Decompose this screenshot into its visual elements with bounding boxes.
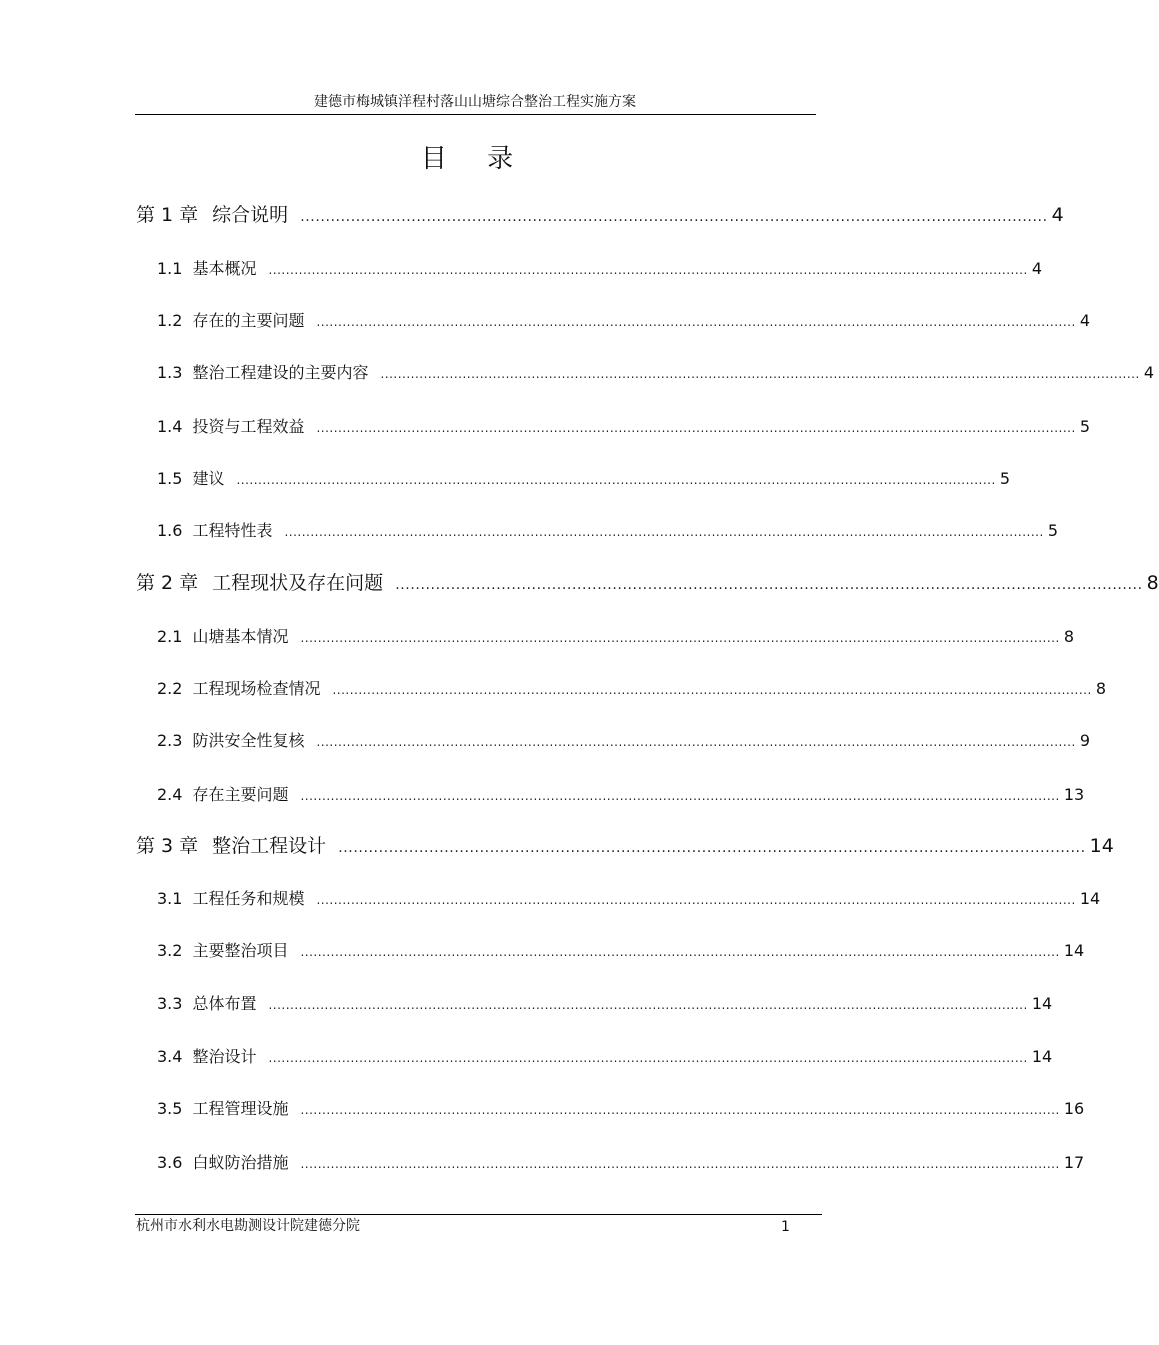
dot-leader: ................................................................................................................................................................................ — [316, 421, 1076, 435]
toc-section-1-6[interactable] — [157, 518, 1058, 541]
toc-section-1-4[interactable] — [157, 414, 1090, 437]
toc-label: 综合说明 — [212, 204, 289, 226]
toc-number: 3.3 — [157, 994, 183, 1013]
toc-number: 3.5 — [157, 1099, 183, 1118]
toc-section-3-1[interactable] — [157, 886, 1101, 909]
toc-page: 9 — [1079, 731, 1090, 750]
toc-section-2-1[interactable] — [157, 624, 1074, 647]
dot-leader: ................................................................................................................................................................................ — [316, 315, 1076, 329]
toc-number: 1.4 — [157, 417, 183, 436]
toc-page: 4 — [1143, 363, 1154, 382]
toc-label: 整治工程建设的主要内容 — [192, 363, 369, 382]
dot-leader: ................................................................................................................................................................................ — [284, 525, 1044, 539]
toc-label: 整治设计 — [192, 1047, 257, 1066]
dot-leader: ................................................................................................................................................................................ — [268, 998, 1028, 1012]
dot-leader: ................................................................................................................................................................................ — [300, 631, 1060, 645]
toc-number: 3.1 — [157, 889, 183, 908]
dot-leader: ................................................................................................................................................................................ — [236, 473, 996, 487]
toc-number: 第 3 章 — [136, 835, 199, 857]
toc-page: 5 — [999, 469, 1010, 488]
toc-label: 工程特性表 — [192, 521, 273, 540]
dot-leader: ................................................................................................................................................................................ — [268, 1051, 1028, 1065]
footer-organization: 杭州市水利水电勘测设计院建德分院 — [136, 1218, 360, 1234]
toc-page: 14 — [1063, 941, 1085, 960]
toc-number: 2.3 — [157, 731, 183, 750]
toc-page: 8 — [1146, 572, 1159, 594]
dot-leader: ................................................................................................................................................................................ — [268, 263, 1028, 277]
toc-section-1-1[interactable] — [157, 256, 1042, 279]
toc-page: 4 — [1051, 204, 1064, 226]
toc-number: 1.5 — [157, 469, 183, 488]
toc-label: 白蚁防治措施 — [192, 1153, 289, 1172]
toc-section-2-2[interactable] — [157, 676, 1106, 699]
toc-page: 8 — [1095, 679, 1106, 698]
toc-number: 3.6 — [157, 1153, 183, 1172]
toc-label: 总体布置 — [192, 994, 257, 1013]
toc-label: 存在主要问题 — [192, 785, 289, 804]
toc-label: 整治工程设计 — [212, 835, 327, 857]
dot-leader: ................................................................................................................................................................................ — [300, 1103, 1060, 1117]
toc-number: 3.2 — [157, 941, 183, 960]
footer-divider — [135, 1214, 822, 1215]
toc-section-2-3[interactable] — [157, 728, 1090, 751]
toc-section-3-4[interactable] — [157, 1044, 1053, 1067]
toc-number: 第 2 章 — [136, 572, 199, 594]
toc-label: 主要整治项目 — [192, 941, 289, 960]
toc-page: 4 — [1079, 311, 1090, 330]
toc-number: 1.1 — [157, 259, 183, 278]
document-header-title: 建德市梅城镇洋程村落山山塘综合整治工程实施方案 — [314, 94, 636, 110]
toc-page: 4 — [1031, 259, 1042, 278]
dot-leader: ................................................................................................................................................................................ — [316, 893, 1076, 907]
toc-page: 14 — [1031, 994, 1053, 1013]
toc-page: 5 — [1079, 417, 1090, 436]
toc-heading: 目 录 — [420, 144, 530, 174]
toc-chapter-2[interactable] — [136, 568, 1159, 595]
toc-number: 1.3 — [157, 363, 183, 382]
toc-label: 工程现场检查情况 — [192, 679, 321, 698]
toc-section-3-6[interactable] — [157, 1150, 1085, 1173]
toc-section-2-4[interactable] — [157, 782, 1085, 805]
toc-page: 14 — [1079, 889, 1101, 908]
dot-leader: .................................................................................................................................................... — [338, 840, 1086, 856]
toc-number: 2.1 — [157, 627, 183, 646]
toc-label: 山塘基本情况 — [192, 627, 289, 646]
toc-label: 防洪安全性复核 — [192, 731, 305, 750]
toc-number: 1.2 — [157, 311, 183, 330]
toc-page: 17 — [1063, 1153, 1085, 1172]
toc-number: 2.4 — [157, 785, 183, 804]
toc-number: 2.2 — [157, 679, 183, 698]
footer-page-number: 1 — [781, 1219, 790, 1235]
toc-label: 工程管理设施 — [192, 1099, 289, 1118]
toc-page: 14 — [1089, 835, 1114, 857]
dot-leader: ................................................................................................................................................................................ — [380, 367, 1140, 381]
toc-page: 5 — [1047, 521, 1058, 540]
toc-chapter-1[interactable] — [136, 200, 1064, 227]
toc-chapter-3[interactable] — [136, 831, 1114, 858]
toc-number: 1.6 — [157, 521, 183, 540]
dot-leader: ................................................................................................................................................................................ — [300, 1157, 1060, 1171]
toc-section-3-2[interactable] — [157, 938, 1085, 961]
toc-section-3-3[interactable] — [157, 991, 1053, 1014]
toc-section-1-2[interactable] — [157, 308, 1090, 331]
toc-page: 16 — [1063, 1099, 1085, 1118]
dot-leader: ................................................................................................................................................................................ — [300, 945, 1060, 959]
dot-leader: ................................................................................................................................................................................ — [316, 735, 1076, 749]
toc-label: 建议 — [192, 469, 225, 488]
toc-label: 存在的主要问题 — [192, 311, 305, 330]
toc-label: 工程现状及存在问题 — [212, 572, 384, 594]
toc-number: 3.4 — [157, 1047, 183, 1066]
toc-page: 14 — [1031, 1047, 1053, 1066]
toc-page: 13 — [1063, 785, 1085, 804]
toc-label: 工程任务和规模 — [192, 889, 305, 908]
toc-label: 基本概况 — [192, 259, 257, 278]
dot-leader: ................................................................................................................................................................................ — [300, 789, 1060, 803]
dot-leader: ................................................................................................................................................................................ — [332, 683, 1092, 697]
toc-section-3-5[interactable] — [157, 1096, 1085, 1119]
toc-label: 投资与工程效益 — [192, 417, 305, 436]
dot-leader: .................................................................................................................................................... — [300, 209, 1048, 225]
toc-section-1-5[interactable] — [157, 466, 1010, 489]
dot-leader: .................................................................................................................................................... — [395, 577, 1143, 593]
toc-page: 8 — [1063, 627, 1074, 646]
toc-section-1-3[interactable] — [157, 360, 1154, 383]
toc-number: 第 1 章 — [136, 204, 199, 226]
